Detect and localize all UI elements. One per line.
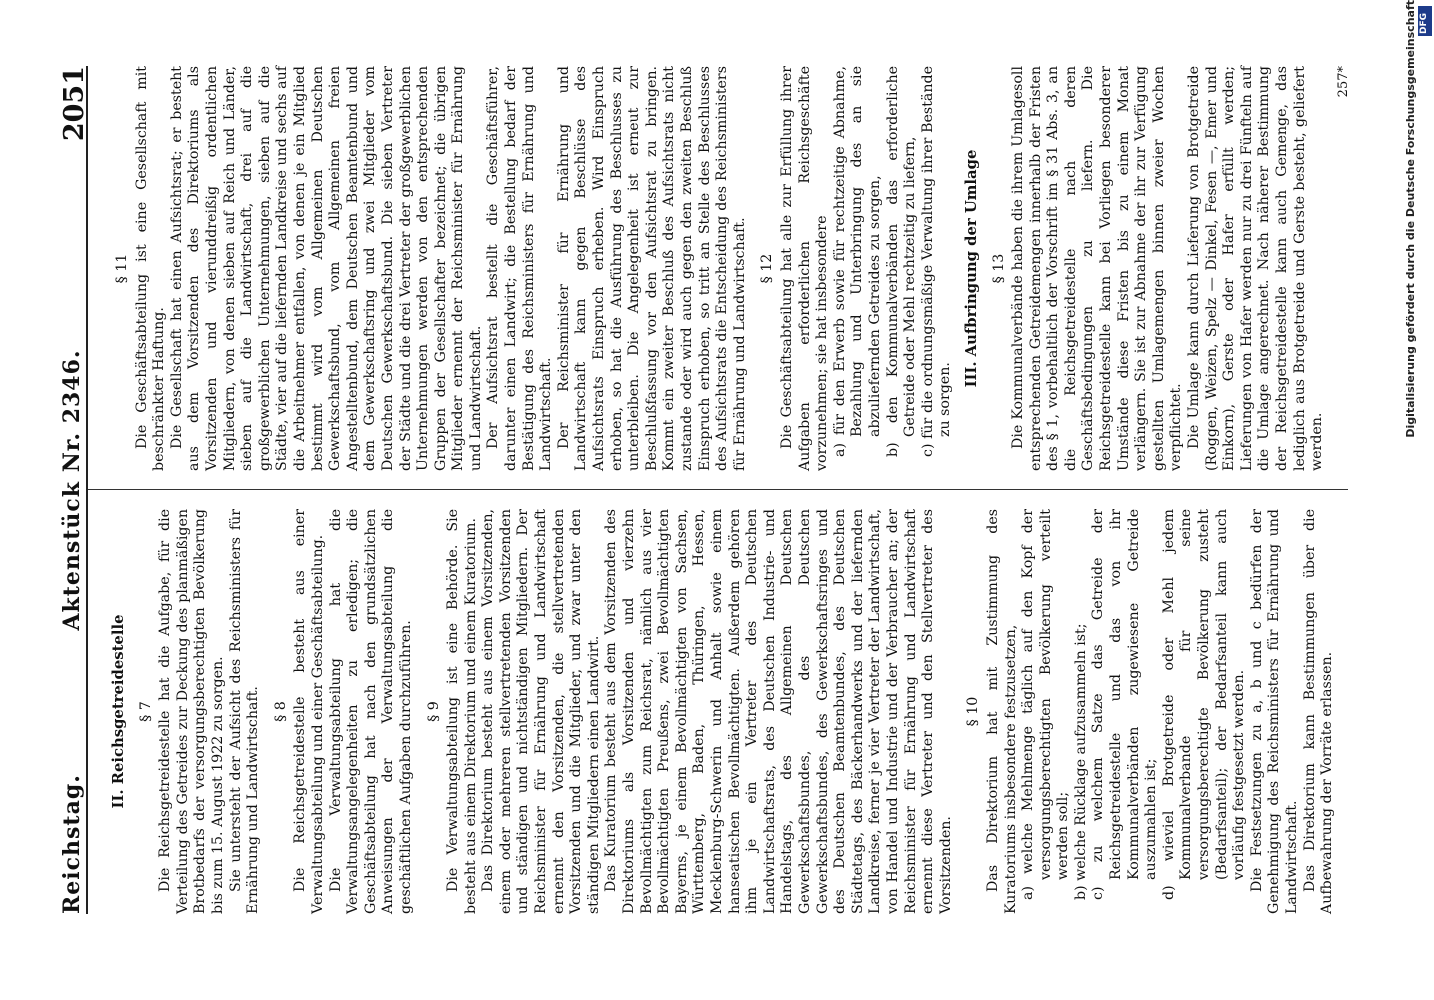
sheet-signature: 257* (1335, 66, 1351, 98)
paragraph: Die Umlage kann durch Lieferung von Brotgetreide (Roggen, Weizen, Spelz — Dinkel, Fesen —, Emer und Einkorn), Gerste oder Hafer erfüllt werden; Lieferungen von Hafer werden nur zu drei Fünfteln auf die Umlage angerechnet. Nach näherer Bestimmung der Reichsgetreidestelle kann auch Gemenge, das lediglich aus Brotgetreide und Gerste besteht, geliefert werden. (1186, 66, 1326, 471)
header-center: Aktenstück Nr. 2346. (59, 349, 86, 631)
paragraph: Die Kommunalverbände haben die ihrem Umlagesoll entsprechenden Getreidemengen innerhalb der Fristen des § 1, vorbehaltlich der Vorschrift im § 31 Abs. 3, an die Reichsgetreidestelle nach deren Geschäftsbedingungen zu liefern. Die Reichsgetreidestelle kann bei Vorliegen besonderer Umstände diese Fristen bis zu einem Monat verlängern. Sie ist zur Abnahme der ihr zur Verfügung gestellten Umlagemengen binnen zweier Wochen verpflichtet. (1010, 66, 1185, 471)
chapter-heading-iii: III. Aufbringung der Umlage (962, 149, 980, 388)
paragraph: Der Aufsichtsrat bestellt die Geschäftsführer, darunter einen Landwirt; die Bestellung bedarf der Bestätigung des Reichsministers für Ernährung und Landwirtschaft. (485, 66, 555, 471)
enumerated-list (1020, 509, 1249, 914)
digitization-credit: Digitalisierung gefördert durch die Deutsche Forschungsgemeinschaft (1404, 0, 1417, 438)
chapter-heading-ii: II. Reichsgetreidestelle (110, 614, 127, 809)
text-columns (88, 66, 1351, 914)
right-column (88, 66, 1351, 471)
paragraph: Die Verwaltungsabteilung ist eine Behörde. Sie besteht aus einem Direktorium und einem Kuratorium. (445, 509, 479, 914)
column-divider (88, 490, 1348, 491)
section (991, 66, 1327, 471)
section-sign: § 11 (114, 253, 130, 284)
paragraph: Die Geschäftsabteilung ist eine Gesellschaft mit beschränkter Haftung. (133, 66, 168, 471)
paragraph: Die Reichsgetreidestelle besteht aus einer Verwaltungsabteilung und einer Geschäftsabteilung. (292, 509, 326, 914)
document-page (0, 10, 1400, 990)
page-number: 2051 (59, 66, 91, 142)
paragraph: Das Direktorium kann Bestimmungen über die Aufbewahrung der Vorräte erlassen. (1301, 509, 1336, 914)
list-item: a) für den Erwerb sowie für rechtzeitige Abnahme, Bezahlung und Unterbringung des an sie abzuliefernden Getreides zu sorgen, (831, 66, 883, 457)
left-column (88, 509, 1348, 914)
section (965, 509, 1336, 914)
left-sections (138, 509, 1337, 914)
dfg-badge-label: DFG (1419, 12, 1429, 34)
paragraph: Die Festsetzungen zu a, b und c bedürfen der Genehmigung des Reichsministers für Ernährung und Landwirtschaft. (1248, 509, 1300, 914)
enumerated-list (832, 66, 955, 471)
right-sections-after (991, 66, 1327, 471)
paragraph: Sie untersteht der Aufsicht des Reichsministers für Ernährung und Landwirtschaft. (227, 509, 262, 914)
paragraph: Die Gesellschaft hat einen Aufsichtsrat; er besteht aus dem Vorsitzenden des Direktoriums als Vorsitzenden und vierunddreißig ordentlichen Mitgliedern, von denen sieben auf Reich und Länder, sieben auf die Landwirtschaft, drei auf die großgewerblichen Unternehmungen, sieben auf die Städte, vier auf die liefernden Landkreise und sechs auf die Arbeitnehmer entfallen, von denen je ein Mitglied bestimmt wird vom Allgemeinen Deutschen Gewerkschaftsbund, vom Allgemeinen freien Angestelltenbund, dem Deutschen Beamtenbund und dem Gewerkschaftsring und zwei Mitglieder vom Deutschen Gewerkschaftsbund. Die sieben Vertreter der Städte und die drei Vertreter der großgewerblichen Unternehmungen werden von den entsprechenden Gruppen der Gesellschafter bezeichnet; die übrigen Mitglieder ernennt der Reichsminister für Ernährung und Landwirtschaft. (168, 66, 484, 471)
section (138, 509, 263, 914)
paragraph: Die Verwaltungsabteilung hat die Verwaltungsangelegenheiten zu erledigen; die Geschäftsabteilung hat nach den grundsätzlichen Anweisungen der Verwaltungsabteilung die geschäftlichen Aufgaben durchzuführen. (327, 509, 414, 914)
paragraph: Die Reichsgetreidestelle hat die Aufgabe, für die Verteilung des Getreides zur Deckung des planmäßigen Brotbedarfs der versorgungsberechtigten Bevölkerung bis zum 15. August 1922 zu sorgen. (157, 509, 226, 914)
running-head (46, 66, 91, 914)
section-sign: § 8 (272, 701, 289, 722)
section (759, 66, 955, 471)
paragraph: Das Kuratorium besteht aus dem Vorsitzenden des Direktoriums als Vorsitzenden und vierzehn Bevollmächtigten zum Reichsrat, nämlich aus vier Bevollmächtigten Preußens, zwei Bevollmächtigten Bayerns, je einem Bevollmächtigten von Sachsen, Württemberg, Baden, Thüringen, Hessen, Mecklenburg-Schwerin und Anhalt sowie einem hanseatischen Bevollmächtigten. Außerdem gehören ihm je ein Vertreter des Deutschen Landwirtschaftsrats, des Deutschen Industrie- und Handelstags, des Allgemeinen Deutschen Gewerkschaftsbundes, des Deutschen Gewerkschaftsbundes, des Gewerkschaftsringes und des Deutschen Beamtenbundes, des Deutschen Städtetags, des Bäckerhandwerks und der liefernden Landkreise, ferner je vier Vertreter der Landwirtschaft, von Handel und Industrie und der Verbraucher an; der Reichsminister für Ernährung und Landwirtschaft ernennt diese Vertreter und den Stellvertreter des Vorsitzenden. (603, 509, 954, 914)
paragraph: Der Reichsminister für Ernährung und Landwirtschaft kann gegen Beschlüsse des Aufsichtsrats Einspruch erheben. Wird Einspruch erhoben, so hat die Ausführung des Beschlusses zu unterbleiben. Die Angelegenheit ist erneut zur Beschlußfassung vor den Aufsichtsrat zu bringen. Kommt ein zweiter Beschluß des Aufsichtsrats nicht zustande oder wird auch gegen den zweiten Beschluß Einspruch erhoben, so tritt an Stelle des Beschlusses des Aufsichtsrats die Entscheidung des Reichsministers für Ernährung und Landwirtschaft. (555, 66, 748, 471)
list-item: b) den Kommunalverbänden das erforderliche Getreide oder Mehl rechtzeitig zu liefern, (884, 66, 919, 457)
paragraph: Das Direktorium hat mit Zustimmung des Kuratoriums insbesondere festzusetzen, (984, 509, 1019, 914)
list-item: b) welche Rücklage aufzusammeln ist; (1072, 623, 1089, 900)
section (114, 66, 749, 471)
list-item: c) für die ordnungsmäßige Verwaltung ihrer Bestände zu sorgen. (919, 66, 954, 457)
list-item: a) welche Mehlmenge täglich auf den Kopf der versorgungsberechtigten Bevölkerung verteilt werden soll; (1020, 509, 1072, 900)
section-sign: § 12 (759, 253, 776, 284)
right-sections (114, 66, 955, 471)
list-item: c) zu welchem Satze das Getreide der Reichsgetreidestelle und das von ihr Kommunalverbänden zugewiesene Getreide auszumahlen ist; (1090, 509, 1160, 900)
section-sign: § 13 (990, 253, 1007, 284)
paragraph: Das Direktorium besteht aus einem Vorsitzenden, einem oder mehreren stellvertretenden Vorsitzenden und ständigen und nichtständigen Mitgliedern. Der Reichsminister für Ernährung und Landwirtschaft ernennt den Vorsitzenden, die stellvertretenden Vorsitzenden und die Mitglieder, und zwar unter den ständigen Mitgliedern einen Landwirt. (480, 509, 602, 914)
dfg-logo-badge (1418, 6, 1432, 36)
section (273, 509, 416, 914)
section-sign: § 7 (137, 701, 154, 722)
section-sign: § 10 (965, 696, 982, 727)
header-left: Reichstag. (59, 774, 86, 914)
section-sign: § 9 (425, 701, 442, 722)
section (426, 509, 956, 914)
side-credit (1396, 0, 1432, 1000)
list-item: d) wieviel Brotgetreide oder Mehl jedem Kommunalverbande für seine versorgungsberechtigte Bevölkerung zusteht (Bedarfsanteil); der Bedarfsanteil kann auch vorläufig festgesetzt werden. (1160, 509, 1248, 900)
paragraph: Die Geschäftsabteilung hat alle zur Erfüllung ihrer Aufgaben erforderlichen Reichsgeschäfte vorzunehmen; sie hat insbesondere (778, 66, 831, 471)
